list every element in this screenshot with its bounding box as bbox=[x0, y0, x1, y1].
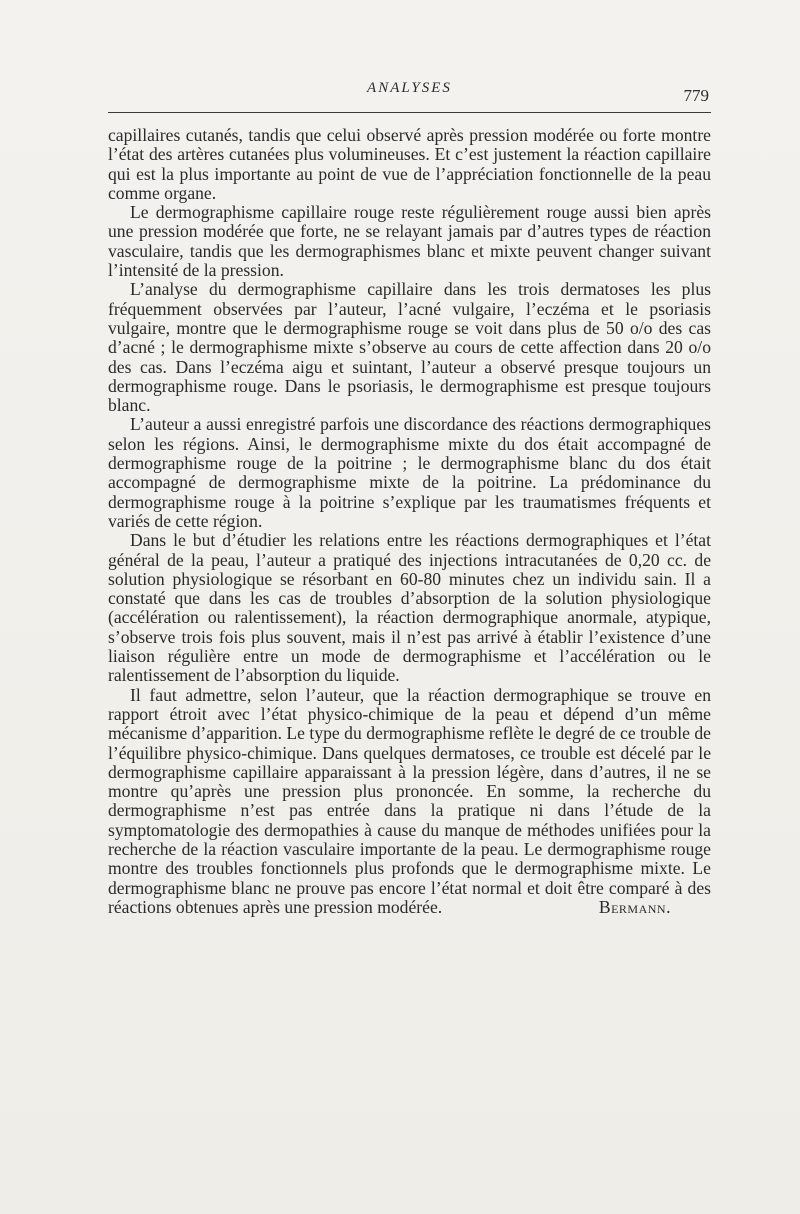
page-number: 779 bbox=[683, 86, 709, 105]
paragraph: L’analyse du dermographisme capillaire dans les trois dermatoses les plus fréquemment observées par l’auteur, l’acné vulgaire, l’eczéma et le psoriasis vulgaire, montre que le dermographisme rouge se voit dans plus de 50 o/o des cas d’acné ; le dermographisme mixte s’observe au cours de cette affection dans 20 o/o des cas. Dans l’eczéma aigu et suintant, l’auteur a observé presque toujours un dermographisme rouge. Dans le psoriasis, le dermographisme est presque toujours blanc. bbox=[108, 279, 711, 416]
running-header bbox=[108, 80, 711, 113]
paragraph-last bbox=[108, 686, 711, 918]
paragraph: L’auteur a aussi enregistré parfois une discordance des réactions dermographiques selon les régions. Ainsi, le dermographisme mixte du dos était accompagné de dermographisme rouge de la poitrine ; le dermographisme blanc du dos était accompagné de dermographisme mixte de la poitrine. La prédominance du dermographisme rouge à la poitrine s’explique par les traumatismes fréquents et variés de cette région. bbox=[108, 414, 711, 531]
header-title: ANALYSES bbox=[367, 80, 452, 96]
paragraph: Dans le but d’étudier les relations entre les réactions dermographiques et l’état général de la peau, l’auteur a pratiqué des injections intracutanées de 0,20 cc. de solution physiologique se résorbant en 60-80 minutes chez un individu sain. Il a constaté que dans les cas de troubles d’absorption de la solution physiologique (accélération ou ralentissement), la réaction dermographique anormale, atypique, s’observe trois fois plus souvent, mais il n’est pas arrivé à établir l’existence d’une liaison régulière entre un mode de dermographisme et l’accélération ou le ralentissement de l’absorption du liquide. bbox=[108, 530, 711, 686]
author-signature: Bermann. bbox=[598, 896, 671, 917]
paragraph-text: Il faut admettre, selon l’auteur, que la réaction dermographique se trouve en rapport étroit avec l’état physico-chimique de la peau et dépend d’un même mécanisme d’apparition. Le type du dermographisme reflète le degré de ce trouble de l’équilibre physico-chimique. Dans quelques dermatoses, ce trouble est décelé par le dermographisme capillaire apparaissant à la pression légère, dans d’autres, il ne se montre qu’après une pression plus prononcée. En somme, la recherche du dermographisme n’est pas entrée dans la pratique ni dans l’étude de la symptomatologie des dermopathies à cause du manque de méthodes unifiées pour la recherche de la réaction vasculaire importante de la peau. Le dermographisme rouge montre des troubles fonctionnels plus profonds que le dermographisme mixte. Le dermographisme blanc ne prouve pas encore l’état normal et doit être comparé à des réactions obtenues après une pression modérée. bbox=[108, 684, 711, 917]
article-body bbox=[108, 126, 711, 917]
paragraph: Le dermographisme capillaire rouge reste régulièrement rouge aussi bien après une pression modérée que forte, ne se relayant jamais par d’autres types de réaction vasculaire, tandis que les dermographismes blanc et mixte peuvent changer suivant l’intensité de la pression. bbox=[108, 202, 711, 281]
paragraph: capillaires cutanés, tandis que celui observé après pression modérée ou forte montre l’état des artères cutanées plus volumineuses. Et c’est justement la réaction capillaire qui est la plus importante au point de vue de l’appréciation fonctionnelle de la peau comme organe. bbox=[108, 125, 711, 203]
